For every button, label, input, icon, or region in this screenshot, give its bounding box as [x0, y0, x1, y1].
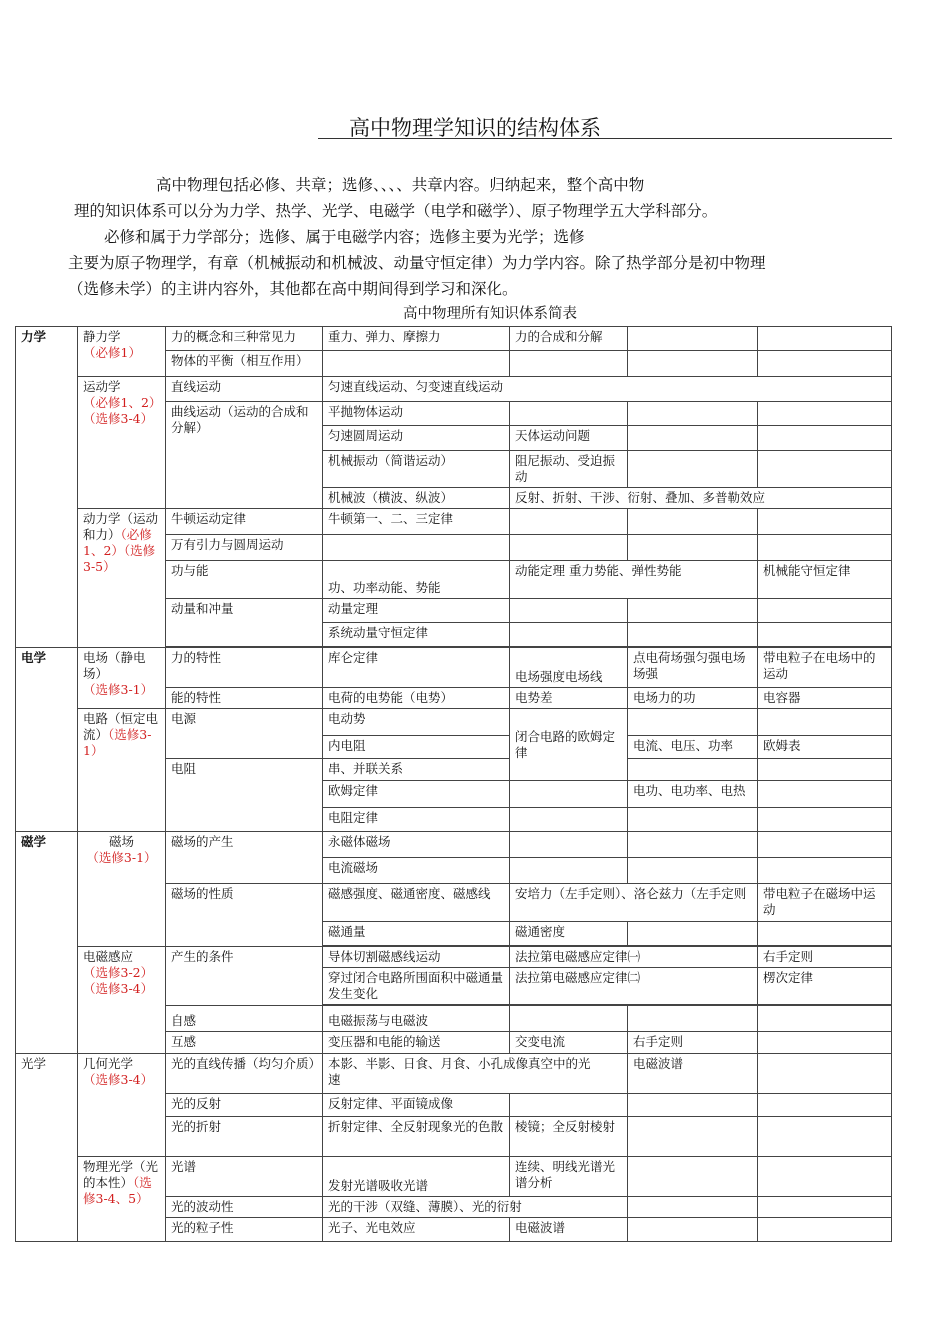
table-cell — [628, 1218, 758, 1242]
table-cell: 反射定律、平面镜成像 — [323, 1094, 510, 1117]
table-cell: 电阻 — [166, 759, 323, 832]
table-cell: 电阻定律 — [323, 808, 510, 832]
table-cell: 光的波动性 — [166, 1197, 323, 1218]
table-cell: 万有引力与圆周运动 — [166, 535, 323, 561]
table-row — [16, 648, 892, 688]
table-cell — [758, 623, 892, 647]
table-cell — [758, 327, 892, 351]
table-cell — [628, 1117, 758, 1157]
table-cell — [628, 327, 758, 351]
table-cell: 光的折射 — [166, 1117, 323, 1157]
table-cell — [758, 451, 892, 488]
table-cell — [628, 1157, 758, 1197]
table-cell: 本影、半影、日食、月食、小孔成像真空中的光速 — [323, 1054, 628, 1094]
subdomain-electric-field — [78, 648, 166, 709]
table-cell: 曲线运动（运动的合成和分解） — [166, 402, 323, 509]
table-cell: 带电粒子在电场中的运动 — [758, 648, 892, 688]
table-cell: 电磁振荡与电磁波 — [323, 1006, 510, 1032]
table-cell — [758, 1197, 892, 1218]
subdomain-note: （选修3-1） — [86, 850, 157, 865]
table-cell: 动能定理 重力势能、弹性势能 — [510, 561, 758, 599]
table-cell — [758, 599, 892, 623]
table-cell: 电荷的电势能（电势） — [323, 688, 510, 709]
table-cell: 折射定律、全反射现象光的色散 — [323, 1117, 510, 1157]
subdomain-note: （必修1、2）（选修3-5） — [83, 527, 156, 574]
table-cell — [510, 402, 628, 426]
table-row — [16, 947, 892, 968]
intro-line: 高中物理包括必修、共章；选修、、、、共章内容。归纳起来，整个高中物 — [156, 176, 645, 194]
table-cell — [628, 509, 758, 535]
table-cell: 楞次定律 — [758, 968, 892, 1005]
intro-line: 主要为原子物理学，有章（机械振动和机械波、动量守恒定律）为力学内容。除了热学部分是初中物理 — [68, 254, 766, 272]
table-cell: 牛顿第一、二、三定律 — [323, 509, 510, 535]
table-cell — [510, 1006, 628, 1032]
table-cell: 发射光谱吸收光谱 — [323, 1157, 510, 1197]
table-cell: 力的合成和分解 — [510, 327, 628, 351]
table-cell — [510, 781, 628, 808]
title-underline — [318, 138, 892, 139]
table-cell — [758, 1032, 892, 1054]
table-row — [16, 377, 892, 402]
table-cell: 磁感强度、磁通密度、磁感线 — [323, 884, 510, 922]
table-cell — [510, 535, 628, 561]
table-row — [16, 327, 892, 351]
table-cell: 重力、弹力、摩擦力 — [323, 327, 510, 351]
table-cell: 右手定则 — [758, 947, 892, 968]
intro-line: （选修未学）的主讲内容外，其他都在高中期间得到学习和深化。 — [68, 280, 518, 298]
table-cell: 电流、电压、功率 — [628, 736, 758, 759]
table-cell: 系统动量守恒定律 — [323, 623, 510, 647]
table-cell — [628, 832, 758, 858]
table-cell: 功、功率动能、势能 — [323, 561, 510, 599]
domain-cell-electricity: 电学 — [16, 648, 78, 832]
table-cell: 电势差 — [510, 688, 628, 709]
table-cell — [628, 402, 758, 426]
table-cell: 内电阻 — [323, 736, 510, 759]
table-cell — [758, 402, 892, 426]
table-cell — [510, 623, 628, 647]
table-cell — [758, 759, 892, 781]
table-cell — [758, 509, 892, 535]
table-cell: 磁场的产生 — [166, 832, 323, 884]
subdomain-name: 运动学 — [83, 379, 121, 394]
table-cell — [628, 709, 758, 736]
table-cell: 连续、明线光谱光谱分析 — [510, 1157, 628, 1197]
table-cell: 变压器和电能的输送 — [323, 1032, 510, 1054]
table-cell — [510, 1094, 628, 1117]
knowledge-table — [15, 326, 892, 1242]
table-row — [16, 509, 892, 535]
table-cell — [628, 426, 758, 451]
subdomain-statics — [78, 327, 166, 377]
table-cell — [628, 1006, 758, 1032]
domain-cell-magnetism: 磁学 — [16, 832, 78, 1054]
table-cell: 光的粒子性 — [166, 1218, 323, 1242]
table-cell: 交变电流 — [510, 1032, 628, 1054]
table-cell — [628, 1197, 758, 1218]
subdomain-induction — [78, 947, 166, 1054]
table-cell: 光的直线传播（均匀介质） — [166, 1054, 323, 1094]
table-cell — [758, 351, 892, 377]
table-cell — [628, 759, 758, 781]
table-cell: 导体切割磁感线运动 — [323, 947, 510, 968]
subdomain-name: 电场（静电场） — [83, 650, 146, 681]
table-cell: 光的干涉（双缝、薄膜）、光的衍射 — [323, 1197, 628, 1218]
table-cell: 棱镜；全反射棱射 — [510, 1117, 628, 1157]
table-cell: 机械振动（简谐运动） — [323, 451, 510, 488]
table-cell: 磁场的性质 — [166, 884, 323, 947]
table-cell — [628, 599, 758, 623]
table-cell: 电动势 — [323, 709, 510, 736]
subdomain-kinematics — [78, 377, 166, 509]
table-cell — [323, 535, 510, 561]
subdomain-note: （选修3-4） — [83, 1072, 154, 1087]
domain-cell-optics: 光学 — [16, 1054, 78, 1242]
table-cell — [758, 808, 892, 832]
table-cell: 电场强度电场线 — [510, 648, 628, 688]
subdomain-note: （选修3-2）（选修3-4） — [83, 965, 154, 996]
intro-line: 必修和属于力学部分；选修、属于电磁学内容；选修主要为光学；选修 — [104, 228, 585, 246]
table-cell — [510, 599, 628, 623]
table-cell: 平抛物体运动 — [323, 402, 510, 426]
subdomain-magnetic-field — [78, 832, 166, 947]
table-cell: 电源 — [166, 709, 323, 759]
table-cell: 磁通密度 — [510, 922, 628, 946]
table-cell: 直线运动 — [166, 377, 323, 402]
table-cell — [510, 509, 628, 535]
table-cell: 闭合电路的欧姆定律 — [510, 709, 628, 781]
table-cell — [758, 858, 892, 884]
intro-paragraph — [60, 172, 890, 302]
table-cell — [758, 1117, 892, 1157]
table-cell: 电磁波谱 — [510, 1218, 628, 1242]
table-cell — [758, 535, 892, 561]
table-cell — [628, 1094, 758, 1117]
table-cell: 匀速直线运动、匀变速直线运动 — [323, 377, 892, 402]
table-cell: 电场力的功 — [628, 688, 758, 709]
subdomain-physical-optics — [78, 1157, 166, 1242]
subdomain-note: （选修3-1） — [83, 682, 154, 697]
table-cell: 光子、光电效应 — [323, 1218, 510, 1242]
table-cell — [628, 623, 758, 647]
subdomain-name: 物理光学（光的本性） — [83, 1159, 159, 1190]
table-cell — [323, 351, 510, 377]
table-cell: 法拉第电磁感应定律㈡ — [510, 968, 758, 1005]
table-title: 高中物理所有知识体系简表 — [403, 306, 577, 322]
table-cell: 串、并联关系 — [323, 759, 510, 781]
table-cell: 阻尼振动、受迫振动 — [510, 451, 628, 488]
table-cell: 互感 — [166, 1032, 323, 1054]
table-cell: 自感 — [166, 1006, 323, 1032]
subdomain-name: 动力学（运动和力） — [83, 511, 159, 542]
table-cell — [628, 808, 758, 832]
table-cell: 能的特性 — [166, 688, 323, 709]
table-cell: 带电粒子在磁场中运动 — [758, 884, 892, 922]
subdomain-name: 磁场 — [108, 834, 134, 849]
table-cell — [758, 1218, 892, 1242]
table-cell: 机械波（横波、纵波） — [323, 488, 510, 509]
subdomain-name: 电磁感应 — [83, 949, 134, 964]
table-cell — [628, 351, 758, 377]
intro-line: 理的知识体系可以分为力学、热学、光学、电磁学（电学和磁学）、原子物理学五大学科部分。 — [74, 202, 718, 220]
table-cell: 光的反射 — [166, 1094, 323, 1117]
subdomain-dynamics — [78, 509, 166, 648]
table-cell: 力的特性 — [166, 648, 323, 688]
table-cell — [758, 709, 892, 736]
table-cell: 欧姆定律 — [323, 781, 510, 808]
table-cell: 光谱 — [166, 1157, 323, 1197]
table-cell: 天体运动问题 — [510, 426, 628, 451]
table-cell: 机械能守恒定律 — [758, 561, 892, 599]
table-cell: 电功、电功率、电热 — [628, 781, 758, 808]
table-cell: 安培力（左手定则）、洛仑兹力（左手定则 — [510, 884, 758, 922]
subdomain-note: （选修3-1） — [83, 727, 152, 758]
table-row — [16, 1157, 892, 1197]
table-cell — [758, 1157, 892, 1197]
table-cell — [758, 781, 892, 808]
table-cell: 动量定理 — [323, 599, 510, 623]
table-cell: 匀速圆周运动 — [323, 426, 510, 451]
table-cell: 牛顿运动定律 — [166, 509, 323, 535]
table-cell — [628, 451, 758, 488]
page-title: 高中物理学知识的结构体系 — [349, 116, 601, 140]
subdomain-name: 几何光学 — [83, 1056, 134, 1071]
subdomain-note: （必修1、2）（选修3-4） — [83, 395, 156, 426]
table-cell — [758, 922, 892, 946]
table-cell — [758, 1054, 892, 1094]
table-cell: 电流磁场 — [323, 858, 510, 884]
table-cell: 反射、折射、干涉、衍射、叠加、多普勒效应 — [510, 488, 892, 509]
table-row — [16, 832, 892, 858]
subdomain-note: （选修3-4、5） — [83, 1175, 152, 1206]
table-cell — [510, 351, 628, 377]
table-cell: 欧姆表 — [758, 736, 892, 759]
table-cell — [510, 808, 628, 832]
table-cell — [628, 858, 758, 884]
table-cell: 电容器 — [758, 688, 892, 709]
table-cell — [628, 535, 758, 561]
table-cell — [758, 832, 892, 858]
table-cell — [758, 1094, 892, 1117]
table-cell — [510, 858, 628, 884]
table-cell: 永磁体磁场 — [323, 832, 510, 858]
table-cell: 产生的条件 — [166, 947, 323, 1006]
table-cell — [510, 832, 628, 858]
domain-cell-mechanics: 力学 — [16, 327, 78, 648]
subdomain-geometric-optics — [78, 1054, 166, 1157]
subdomain-note: （必修1） — [83, 345, 141, 360]
table-cell: 力的概念和三种常见力 — [166, 327, 323, 351]
table-cell: 库仑定律 — [323, 648, 510, 688]
table-cell: 动量和冲量 — [166, 599, 323, 647]
table-cell: 物体的平衡（相互作用） — [166, 351, 323, 377]
table-cell — [628, 922, 758, 946]
table-cell: 法拉第电磁感应定律㈠ — [510, 947, 758, 968]
table-row — [16, 709, 892, 736]
table-cell — [758, 426, 892, 451]
table-cell: 穿过闭合电路所围面积中磁通量发生变化 — [323, 968, 510, 1005]
table-row — [16, 1054, 892, 1094]
subdomain-name: 静力学 — [83, 329, 121, 344]
table-cell: 电磁波谱 — [628, 1054, 758, 1094]
table-cell: 点电荷场强匀强电场场强 — [628, 648, 758, 688]
table-cell — [758, 1006, 892, 1032]
table-cell: 右手定则 — [628, 1032, 758, 1054]
table-cell: 磁通量 — [323, 922, 510, 946]
subdomain-name: 电路（恒定电流） — [83, 711, 159, 742]
subdomain-circuit — [78, 709, 166, 832]
table-cell: 功与能 — [166, 561, 323, 599]
